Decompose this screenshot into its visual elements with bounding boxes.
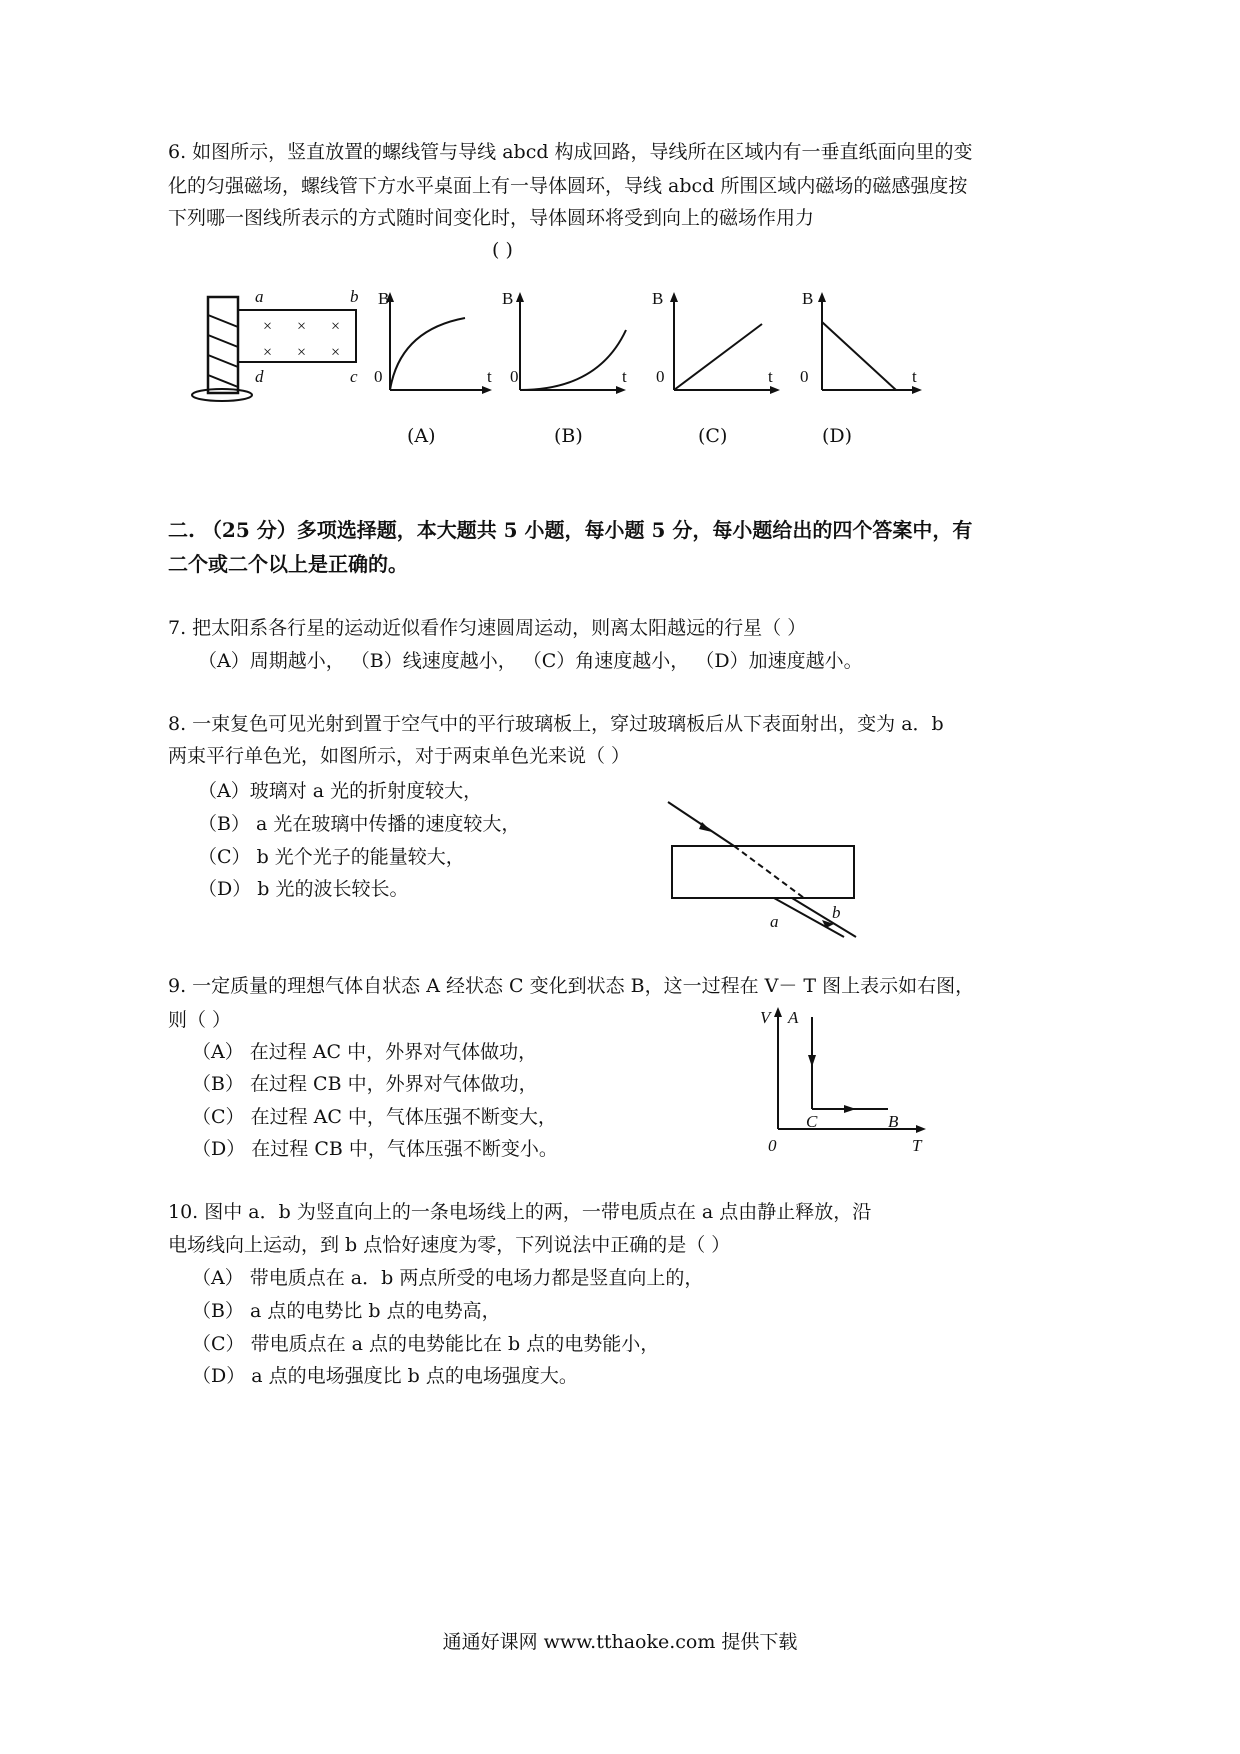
q9-option-d[interactable]: （D） 在过程 CB 中，气体压强不断变小。: [192, 1138, 558, 1160]
q7-options: （A）周期越小， （B）线速度越小， （C）角速度越小， （D）加速度越小。: [198, 650, 863, 672]
graph-c-origin: 0: [656, 367, 665, 386]
q9-axis-t-label: T: [912, 1136, 922, 1155]
circuit-label-b: b: [350, 287, 359, 306]
section2-heading-line1: 二. （25 分）多项选择题，本大题共 5 小题，每小题 5 分，每小题给出的四个答案中，有: [168, 518, 973, 542]
q8-option-d[interactable]: （D） b 光的波长较长。: [198, 878, 409, 900]
q6-graph-c: [652, 290, 772, 410]
graph-a-x-label: t: [487, 367, 492, 386]
q8-ray-label-a: a: [770, 912, 779, 931]
field-cross: ×: [331, 318, 341, 335]
circuit-label-c: c: [350, 367, 358, 386]
q10-option-d[interactable]: （D） a 点的电场强度比 b 点的电场强度大。: [192, 1365, 578, 1387]
graph-a-origin: 0: [374, 367, 383, 386]
q8-option-c[interactable]: （C） b 光个光子的能量较大，: [198, 846, 465, 868]
q6-line2: 化的匀强磁场，螺线管下方水平桌面上有一导体圆环，导线 abcd 所围区域内磁场的磁感强度按: [168, 175, 968, 197]
graph-c-x-label: t: [768, 367, 773, 386]
q9-vt-graph: [756, 1005, 936, 1155]
q8-line2: 两束平行单色光，如图所示，对于两束单色光来说（ ）: [168, 745, 631, 767]
q6-option-d[interactable]: (D): [822, 425, 853, 447]
q9-line1: 9. 一定质量的理想气体自状态 A 经状态 C 变化到状态 B，这一过程在 V－ T 图上表示如右图，: [168, 975, 975, 997]
circuit-label-a: a: [255, 287, 264, 306]
q6-answer-bracket: ( ): [492, 239, 513, 261]
field-cross: ×: [263, 344, 273, 361]
graph-b-origin: 0: [510, 367, 519, 386]
q8-option-b[interactable]: （B） a 光在玻璃中传播的速度较大，: [198, 813, 521, 835]
q9-point-a-label: A: [788, 1008, 799, 1027]
q6-graph-b: [498, 289, 627, 410]
page-footer: 通通好课网 www.tthaoke.com 提供下载: [442, 1631, 798, 1653]
q6-option-c[interactable]: (C): [698, 425, 728, 447]
graph-d-origin: 0: [800, 367, 809, 386]
graph-d-x-label: t: [912, 367, 917, 386]
q9-option-c[interactable]: （C） 在过程 AC 中，气体压强不断变大，: [192, 1106, 557, 1128]
q10-line1: 10. 图中 a．b 为竖直向上的一条电场线上的两，一带电质点在 a 点由静止释放，沿: [168, 1201, 872, 1223]
q9-point-b-label: B: [888, 1112, 899, 1131]
q9-origin-label: 0: [768, 1136, 777, 1155]
q9-option-a[interactable]: （A） 在过程 AC 中，外界对气体做功，: [192, 1041, 538, 1063]
field-cross: ×: [297, 318, 307, 335]
q9-axis-v-label: V: [760, 1008, 771, 1027]
q10-line2: 电场线向上运动，到 b 点恰好速度为零，下列说法中正确的是（ ）: [168, 1234, 731, 1256]
q10-option-b[interactable]: （B） a 点的电势比 b 点的电势高，: [192, 1300, 501, 1322]
q9-line2: 则（ ）: [168, 1009, 232, 1031]
q7-stem: 7. 把太阳系各行星的运动近似看作匀速圆周运动，则离太阳越远的行星（ ）: [168, 617, 807, 639]
q6-line3: 下列哪一图线所表示的方式随时间变化时，导体圆环将受到向上的磁场作用力: [168, 207, 815, 229]
q8-option-a[interactable]: （A）玻璃对 a 光的折射度较大，: [198, 780, 483, 802]
q10-option-c[interactable]: （C） 带电质点在 a 点的电势能比在 b 点的电势能小，: [192, 1333, 660, 1355]
q6-graph-a: [370, 290, 490, 410]
q8-line1: 8. 一束复色可见光射到置于空气中的平行玻璃板上，穿过玻璃板后从下表面射出，变为 a．b: [168, 713, 944, 735]
q6-graph-d: [800, 290, 920, 410]
q8-ray-label-b: b: [832, 903, 841, 922]
field-cross: ×: [297, 344, 307, 361]
section2-heading-line2: 二个或二个以上是正确的。: [168, 552, 408, 576]
q8-glass-plate-figure: [664, 800, 864, 950]
q10-option-a[interactable]: （A） 带电质点在 a．b 两点所受的电场力都是竖直向上的，: [192, 1267, 704, 1289]
q9-point-c-label: C: [806, 1112, 818, 1131]
graph-c-y-label: B: [652, 289, 664, 308]
field-cross: ×: [263, 318, 273, 335]
graph-b-y-label: B: [502, 289, 514, 308]
q6-option-a[interactable]: (A): [407, 425, 436, 447]
q6-option-b[interactable]: (B): [554, 425, 583, 447]
graph-d-y-label: B: [802, 289, 814, 308]
q6-line1: 6. 如图所示，竖直放置的螺线管与导线 abcd 构成回路，导线所在区域内有一垂直纸面向里的变: [168, 141, 973, 163]
graph-b-x-label: t: [622, 367, 627, 386]
q9-option-b[interactable]: （B） 在过程 CB 中，外界对气体做功，: [192, 1073, 538, 1095]
circuit-label-d: d: [255, 367, 264, 386]
field-cross: ×: [331, 344, 341, 361]
graph-a-y-label: B: [378, 289, 390, 308]
